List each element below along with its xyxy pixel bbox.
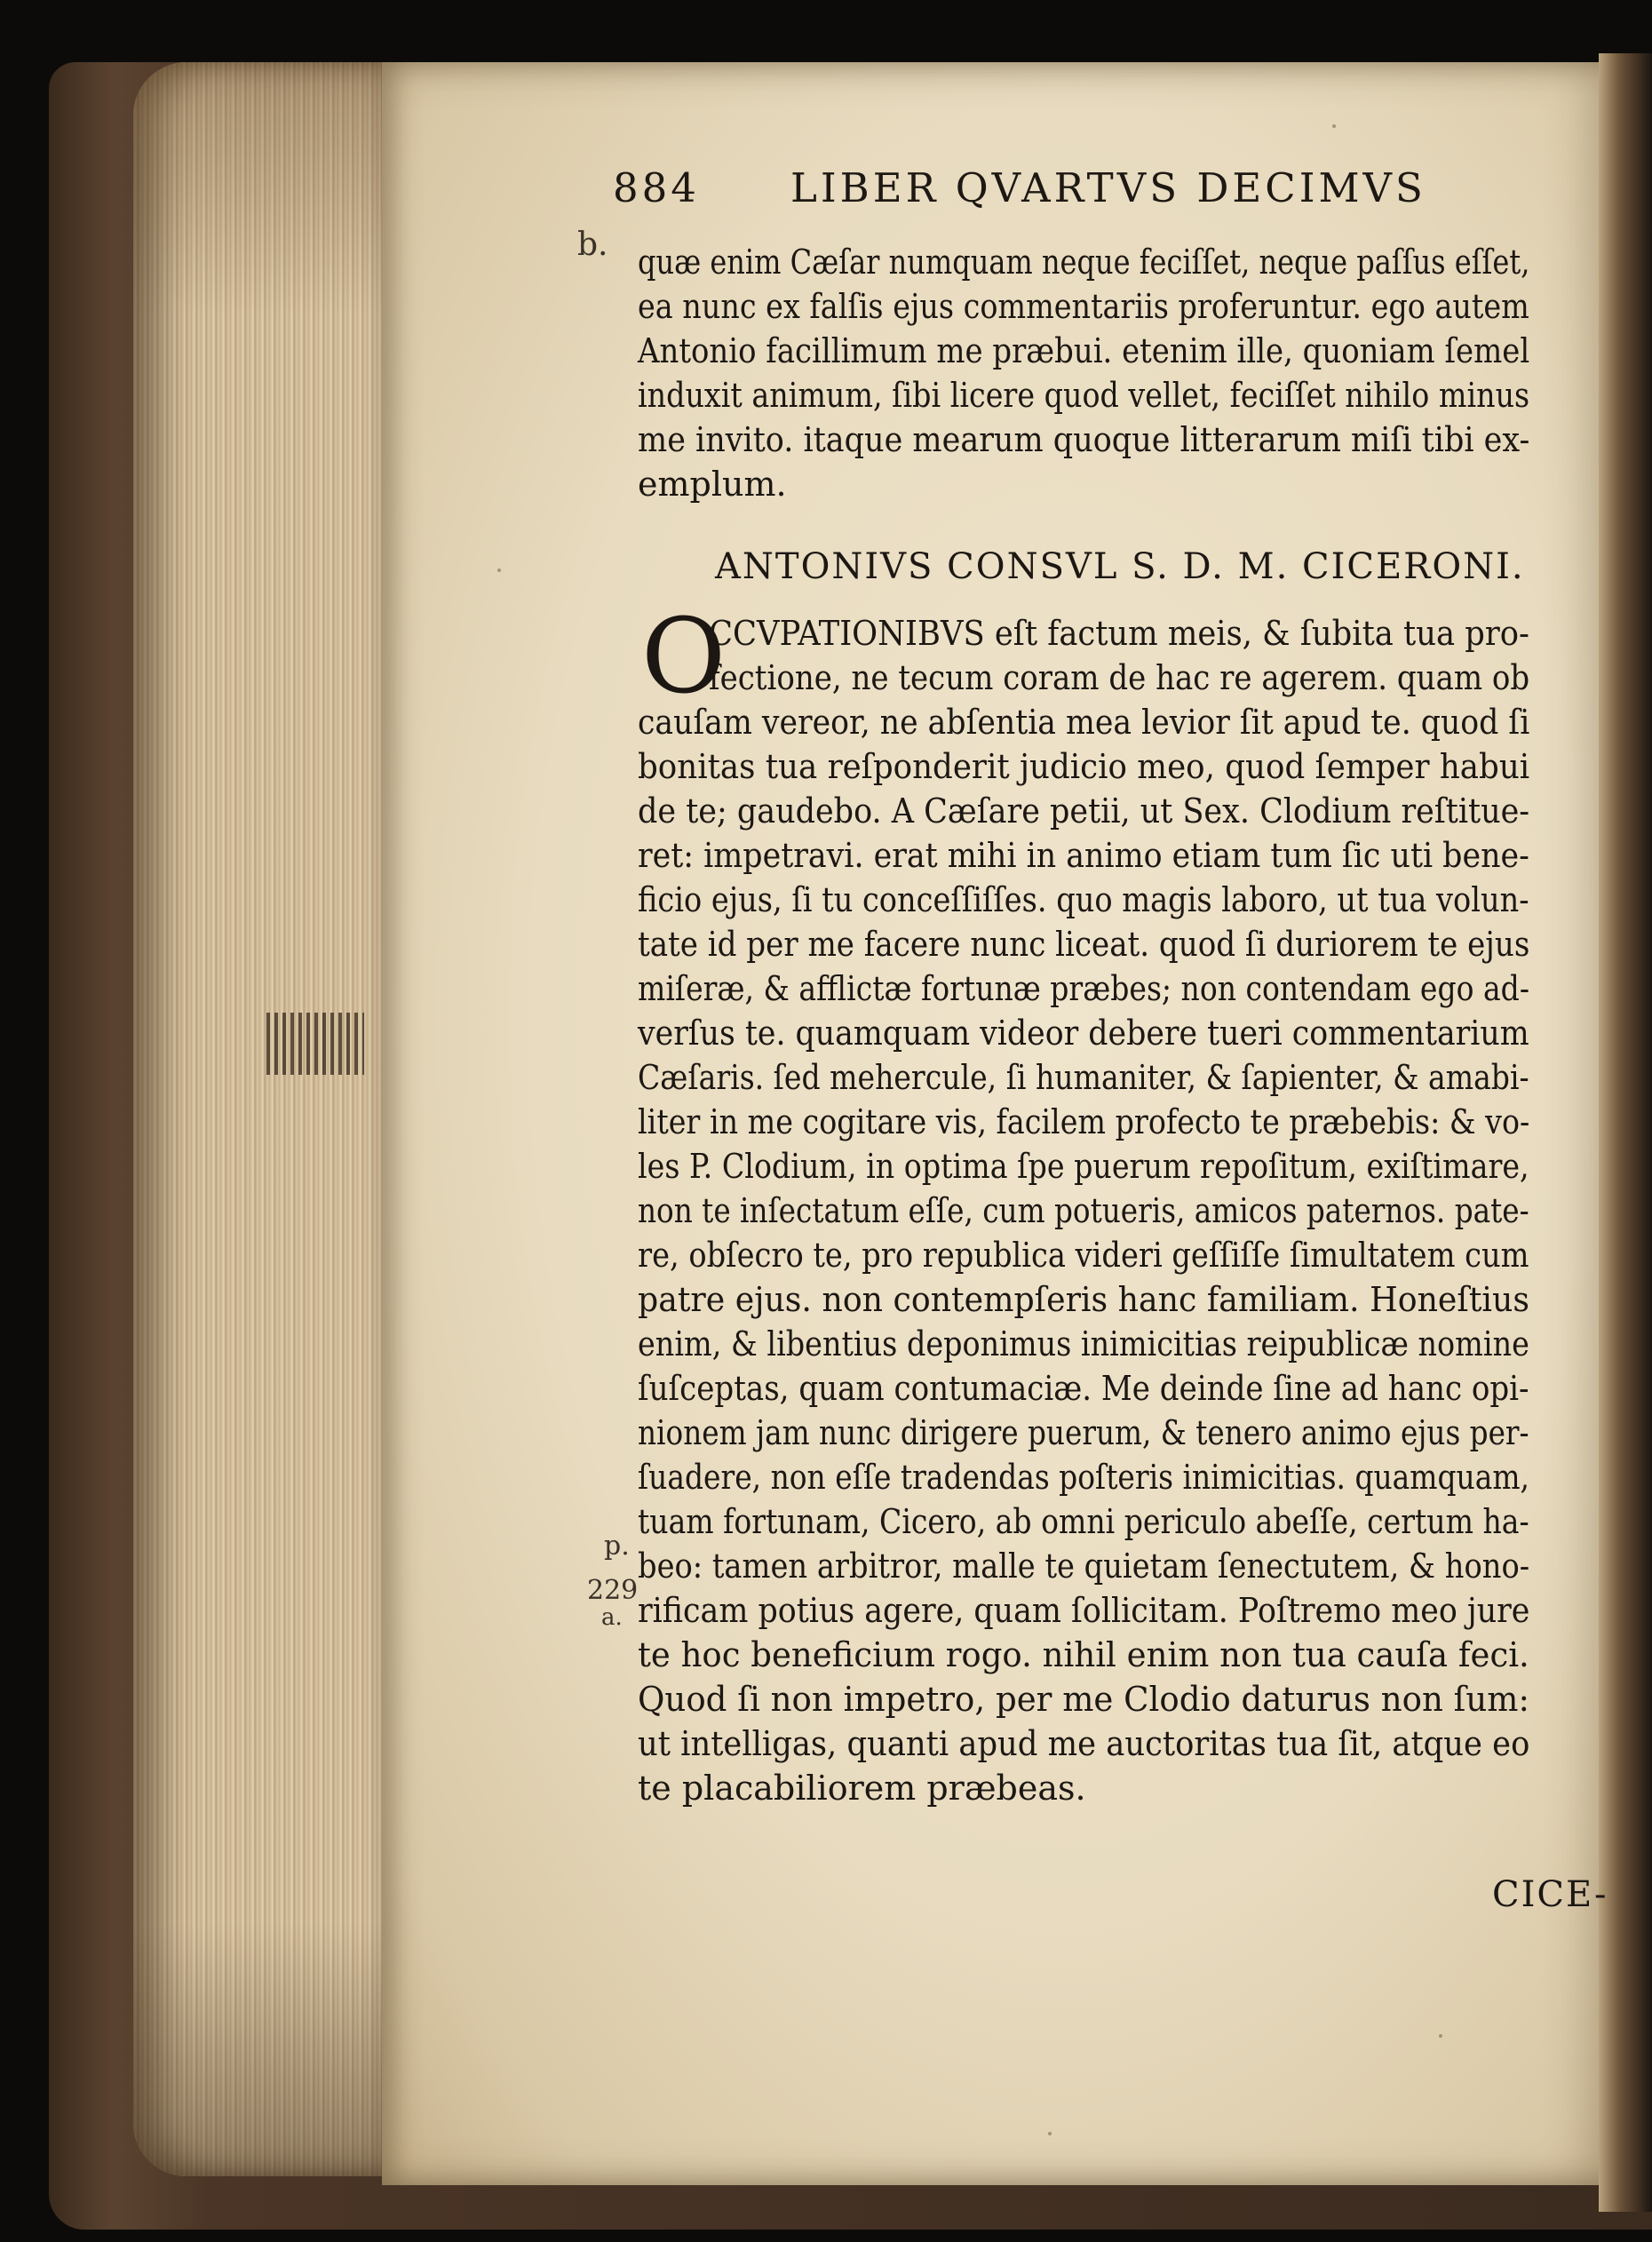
foxing-speck [1332, 124, 1336, 128]
text-line: induxit animum, ſibi licere quod vellet, feciſſet nihilo minus [638, 376, 1530, 415]
text-line: enim, & libentius deponimus inimicitias reipublicæ nomine [638, 1324, 1529, 1363]
margin-note-a: a. [601, 1604, 623, 1631]
text-line: cauſam vereor, ne abſentia mea levior ſit apud te. quod ſi [638, 703, 1530, 742]
text-line: te hoc beneficium rogo. nihil enim non tua cauſa feci. [638, 1635, 1529, 1674]
letter-title: ANTONIVS CONSVL S. D. M. CICERONI. [715, 546, 1525, 587]
text-line: miſeræ, & afflictæ fortunæ præbes; non contendam ego ad- [638, 969, 1529, 1008]
running-title: LIBER QVARTVS DECIMVS [790, 164, 1426, 211]
margin-note-page-ref: 229 [587, 1575, 639, 1606]
text-line: Quod ſi non impetro, per me Clodio daturus non ſum: [638, 1680, 1530, 1719]
text-line: quæ enim Cæſar numquam neque feciſſet, neque paſſus eſſet, [638, 242, 1530, 282]
text-line: emplum. [638, 465, 787, 504]
foxing-speck [1439, 2034, 1442, 2038]
text-line: rificam potius agere, quam ſollicitam. Poſtremo meo jure [638, 1591, 1530, 1630]
text-line: tuam fortunam, Cicero, ab omni periculo abeſſe, certum ha- [638, 1502, 1529, 1541]
edge-ink-mark [266, 1013, 364, 1075]
margin-note-b: b. [577, 227, 608, 263]
text-line: liter in me cogitare vis, facilem profecto te præbebis: & vo- [638, 1102, 1530, 1141]
text-line: te placabiliorem præbeas. [638, 1769, 1086, 1808]
text-line: ut intelligas, quanti apud me auctoritas tua ſit, atque eo [638, 1724, 1530, 1763]
text-line: ſuadere, non eſſe tradendas poſteris inimicitias. quamquam, [638, 1458, 1529, 1497]
page-edges [133, 62, 391, 2176]
foxing-speck [1048, 2132, 1052, 2135]
margin-note-p: p. [604, 1530, 630, 1562]
text-line: patre ejus. non contempſeris hanc familiam. Honeſtius [638, 1280, 1529, 1319]
text-line: ret: impetravi. erat mihi in animo etiam tum ſic uti bene- [638, 836, 1529, 875]
text-line: fectione, ne tecum coram de hac re agerem. quam ob [709, 658, 1530, 697]
drop-cap: O [641, 597, 727, 717]
text-line: de te; gaudebo. A Cæſare petii, ut Sex. Clodium reſtitue- [638, 791, 1530, 831]
text-line: re, obſecro te, pro republica videri geſſiſſe ſimultatem cum [638, 1236, 1529, 1275]
text-line: verſus te. quamquam videor debere tueri commentarium [638, 1014, 1529, 1053]
foxing-speck [497, 568, 501, 572]
page-number: 884 [613, 164, 700, 211]
text-line: ficio ejus, ſi tu conceſſiſſes. quo magis laboro, ut tua volun- [638, 880, 1529, 919]
page-edges-shade [133, 62, 391, 2176]
text-line: ſuſceptas, quam contumaciæ. Me deinde ſine ad hanc opi- [638, 1369, 1529, 1408]
text-line: CCVPATIONIBVS eſt factum meis, & ſubita tua pro- [709, 614, 1529, 653]
text-line: nionem jam nunc dirigere puerum, & tenero animo ejus per- [638, 1413, 1529, 1452]
text-line: Cæſaris. ſed mehercule, ſi humaniter, & ſapienter, & amabi- [638, 1058, 1529, 1097]
text-line: Antonio facillimum me præbui. etenim ille, quoniam ſemel [638, 331, 1530, 370]
text-line: beo: tamen arbitror, malle te quietam ſenectutem, & hono- [638, 1546, 1530, 1586]
text-line: bonitas tua reſponderit judicio meo, quod ſemper habui [638, 747, 1530, 786]
text-line: ea nunc ex falſis ejus commentariis proferuntur. ego autem [638, 287, 1529, 326]
text-line: me invito. itaque mearum quoque litterarum miſi tibi ex- [638, 420, 1530, 459]
page-header [613, 164, 1519, 218]
catchword: CICE- [1492, 1874, 1608, 1915]
text-line: non te inſectatum eſſe, cum potueris, amicos paternos. pate- [638, 1191, 1529, 1230]
text-line: les P. Clodium, in optima ſpe puerum repoſitum, exiſtimare, [638, 1147, 1529, 1186]
text-line: tate id per me facere nunc liceat. quod ſi duriorem te ejus [638, 925, 1530, 964]
